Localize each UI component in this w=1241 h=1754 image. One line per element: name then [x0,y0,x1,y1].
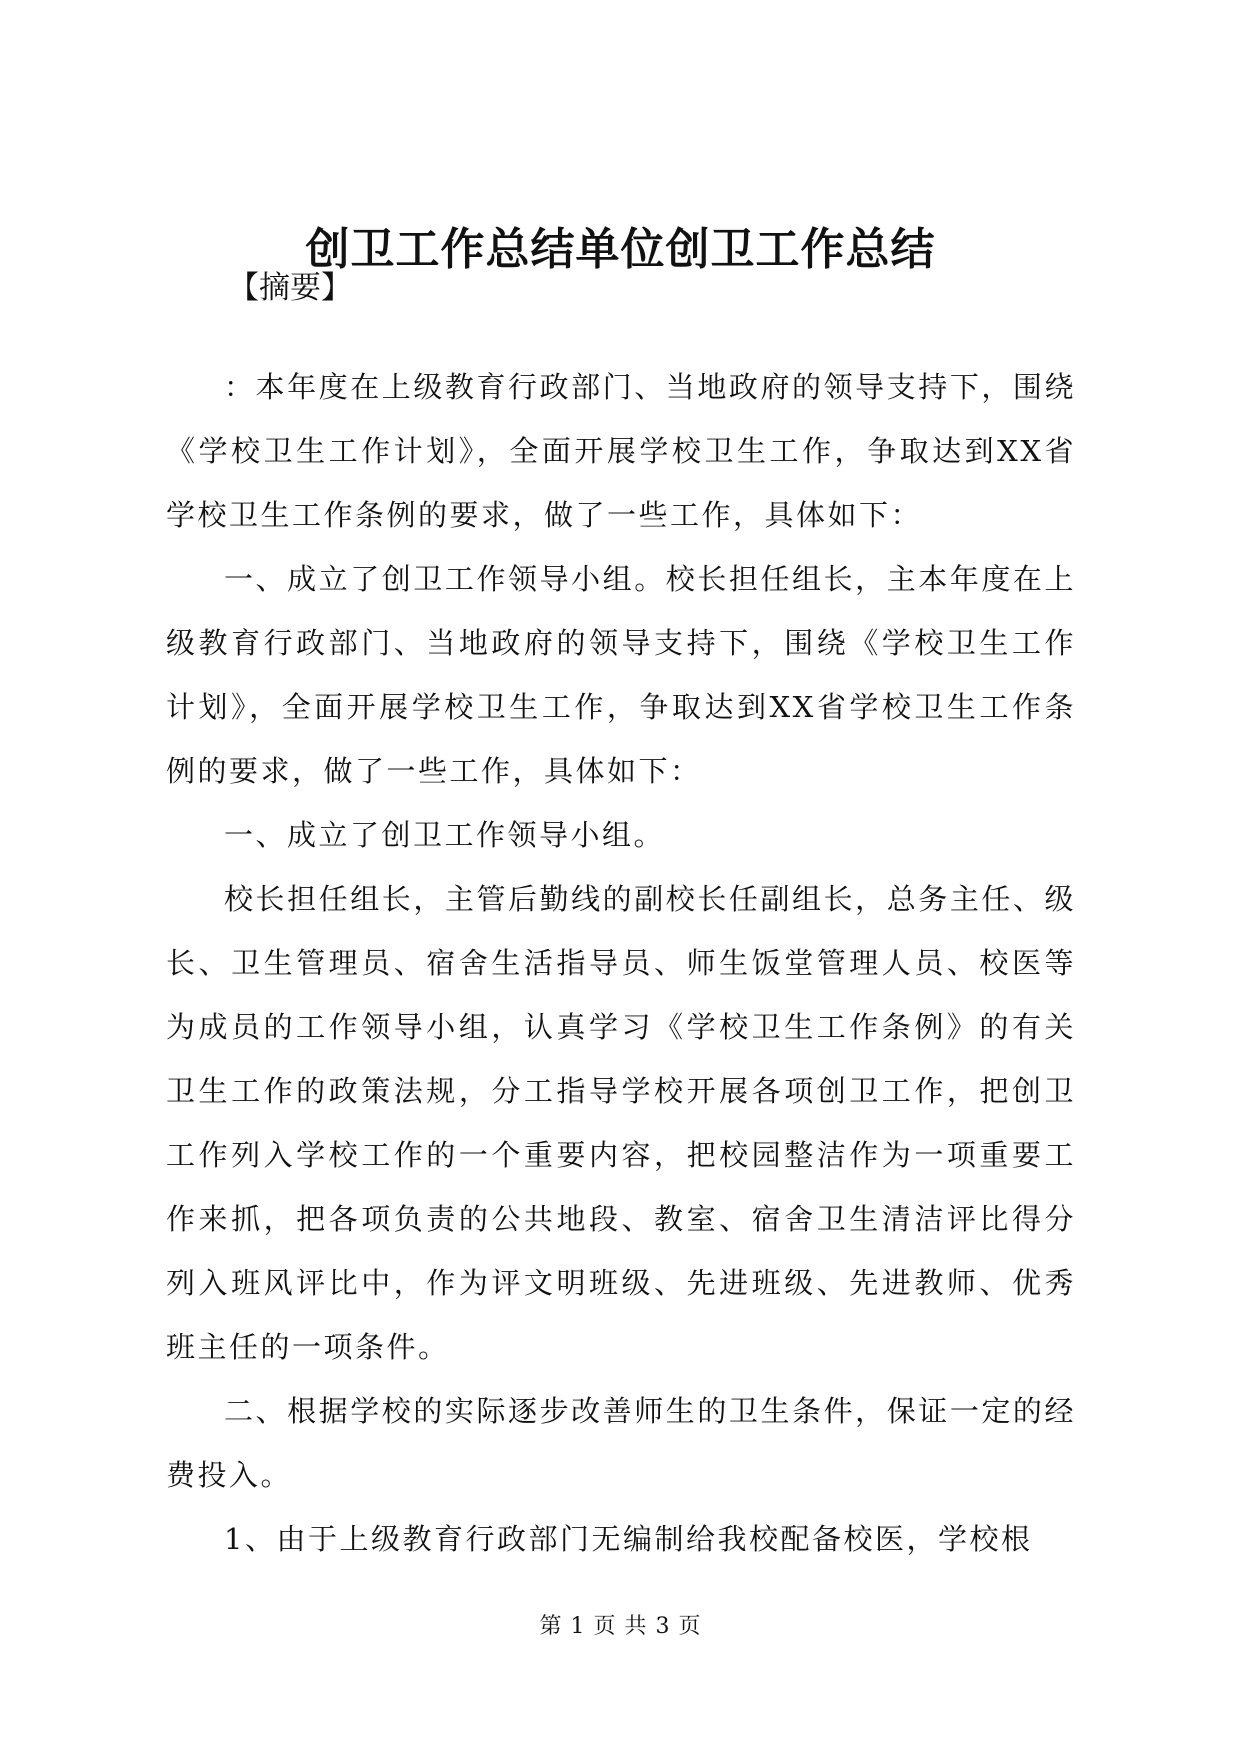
paragraph: ：本年度在上级教育行政部门、当地政府的领导支持下，围绕《学校卫生工作计划》，全面开展学校卫生工作，争取达到XX省学校卫生工作条例的要求，做了一些工作，具体如下： [166,370,1076,532]
paragraph: 二、根据学校的实际逐步改善师生的卫生条件，保证一定的经费投入。 [166,1394,1076,1492]
paragraph: 一、成立了创卫工作领导小组。校长担任组长，主本年度在上级教育行政部门、当地政府的领导支持下，围绕《学校卫生工作计划》，全面开展学校卫生工作，争取达到XX省学校卫生工作条例的要求，做了一些工作，具体如下： [166,562,1076,788]
paragraph: 1、由于上级教育行政部门无编制给我校配备校医，学校根 [224,1522,1033,1556]
abstract-label: 【摘要】 [228,270,352,306]
paragraph: 一、成立了创卫工作领导小组。 [224,818,666,852]
paragraph: 校长担任组长，主管后勤线的副校长任副组长，总务主任、级长、卫生管理员、宿舍生活指导员、师生饭堂管理人员、校医等为成员的工作领导小组，认真学习《学校卫生工作条例》的有关卫生工作的政策法规，分工指导学校开展各项创卫工作，把创卫工作列入学校工作的一个重要内容，把校园整洁作为一项重要工作来抓，把各项负责的公共地段、教室、宿舍卫生清洁评比得分列入班风评比中，作为评文明班级、先进班级、先进教师、优秀班主任的一项条件。 [166,882,1076,1364]
document-title: 创卫工作总结单位创卫工作总结 [305,224,936,275]
page-footer: 第 1 页 共 3 页 [539,1614,702,1639]
document-body [166,355,1076,1571]
